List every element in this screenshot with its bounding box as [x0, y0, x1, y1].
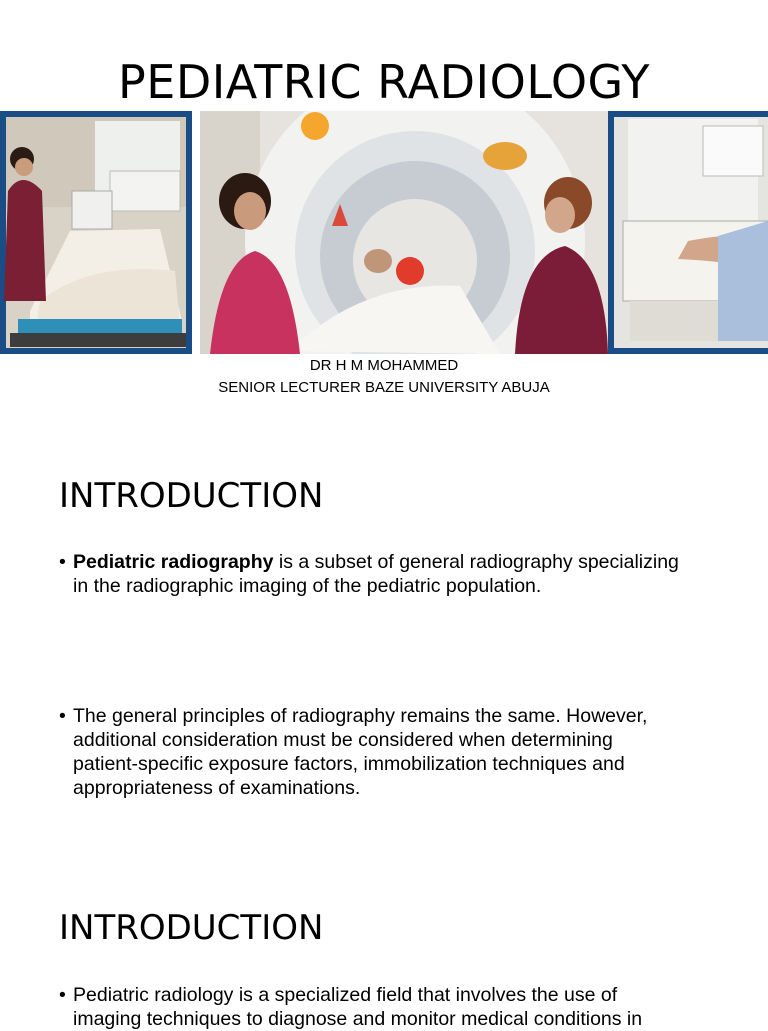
slide-heading: INTRODUCTION — [59, 476, 324, 516]
author-affiliation: SENIOR LECTURER BAZE UNIVERSITY ABUJA — [218, 379, 550, 396]
bullet-text: The general principles of radiography remains the same. However, — [73, 705, 648, 727]
bullet-text: patient-specific exposure factors, immobilization techniques and — [73, 753, 625, 775]
bullet-text: imaging techniques to diagnose and monitor medical conditions in — [73, 1008, 643, 1030]
bullet-text: Pediatric radiology is a specialized field that involves the use of — [73, 984, 618, 1006]
bullet-dot: • — [59, 984, 66, 1006]
bullet-text: is a subset of general radiography specializing — [273, 551, 679, 573]
bullet-dot: • — [59, 705, 66, 727]
xray-room-photo-left — [0, 111, 192, 354]
bullet-dot: • — [59, 551, 66, 573]
bold-term: Pediatric radiography — [73, 551, 274, 573]
slide-heading: INTRODUCTION — [59, 908, 324, 948]
author-name: DR H M MOHAMMED — [309, 357, 459, 374]
xray-child-photo-right — [608, 111, 768, 354]
mri-scanner-photo-center — [200, 111, 608, 354]
bullet-text: additional consideration must be considered when determining — [73, 729, 613, 751]
bullet-item — [59, 550, 709, 598]
bullet-text: in the radiographic imaging of the pediatric population. — [73, 575, 542, 597]
bullet-text: appropriateness of examinations. — [73, 777, 361, 799]
photo-strip — [0, 111, 768, 354]
presentation-title: PEDIATRIC RADIOLOGY — [118, 55, 650, 109]
bullet-item — [59, 704, 709, 800]
title-slide — [0, 0, 768, 430]
